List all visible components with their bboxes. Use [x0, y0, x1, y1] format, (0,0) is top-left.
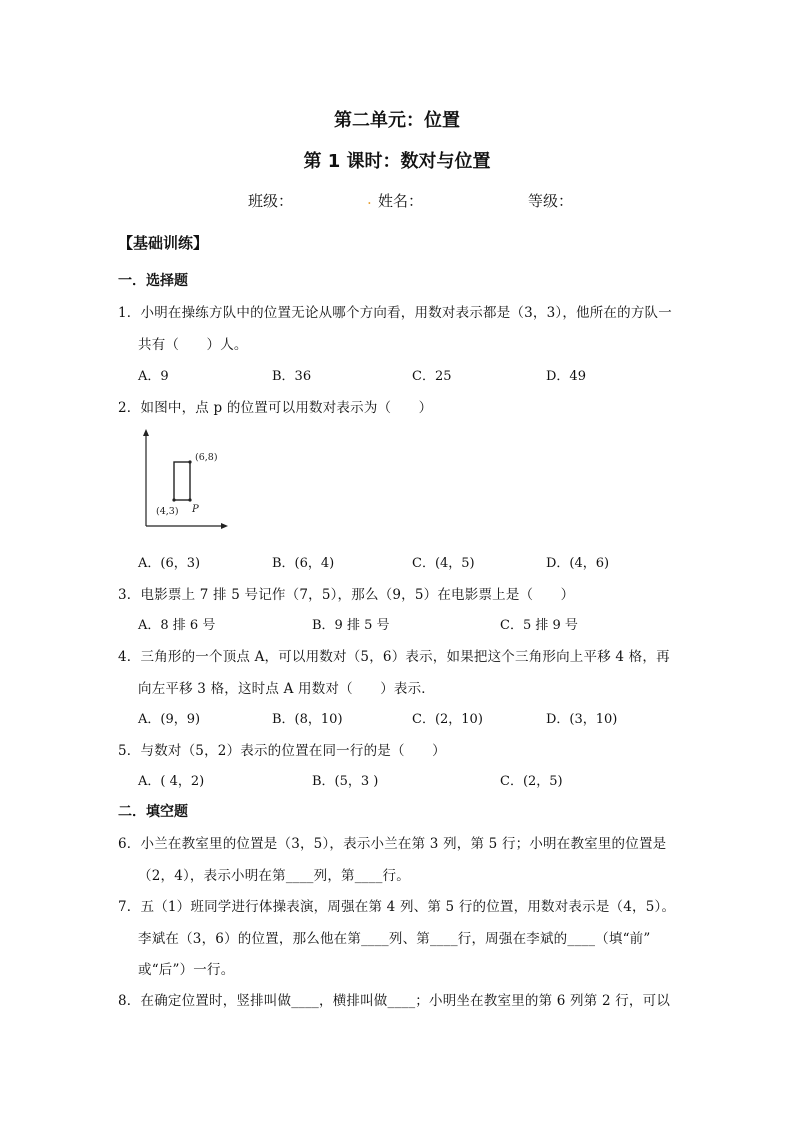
option-d: D．49 [546, 369, 586, 384]
question-text: 8．在确定位置时，竖排叫做____，横排叫做____；小明坐在教室里的第 6 列第 2 行，可以 [118, 993, 671, 1009]
grade-label: 等级： [528, 192, 574, 210]
question-text: 共有（ ）人。 [138, 337, 248, 353]
page-subtitle: 第 1 课时：数对与位置 [303, 151, 491, 172]
option-d: D．(3，10) [546, 712, 618, 727]
option-a: A．(6，3) [138, 556, 201, 571]
option-c: C．(2，5) [500, 774, 563, 789]
coordinate-figure [136, 428, 232, 532]
label-top: (6,8) [195, 452, 218, 463]
question-text: 1．小明在操练方队中的位置无论从哪个方向看，用数对表示都是（3，3），他所在的方队一 [118, 305, 672, 321]
option-d: D．(4，6) [546, 556, 610, 571]
question-text: 李斌在（3，6）的位置，那么他在第____列、第____行，周强在李斌的____（填“前” [138, 931, 651, 947]
class-label: 班级： [248, 192, 294, 210]
question-text: 或“后”）一行。 [138, 962, 235, 978]
question-text: 4．三角形的一个顶点 A，可以用数对（5，6）表示，如果把这个三角形向上平移 4 格，再 [118, 649, 670, 665]
option-a: A．8 排 6 号 [138, 618, 216, 633]
rectangle [174, 462, 190, 500]
point-p [188, 498, 191, 501]
option-c: C．25 [412, 369, 452, 384]
label-point-p: P [192, 504, 199, 515]
option-b: B．36 [272, 369, 312, 384]
option-a: A．(9，9) [138, 712, 201, 727]
option-c: C．5 排 9 号 [500, 618, 578, 633]
option-a: A．9 [138, 369, 169, 384]
question-text: 6．小兰在教室里的位置是（3，5），表示小兰在第 3 列，第 5 行；小明在教室里的位置是 [118, 836, 667, 852]
page-title: 第二单元：位置 [334, 110, 460, 131]
option-b: B．(5，3 ) [312, 774, 379, 789]
option-c: C．(4，5) [412, 556, 475, 571]
vertex-bottom-left [172, 498, 175, 501]
option-b: B．(6，4) [272, 556, 335, 571]
question-text: 向左平移 3 格，这时点 A 用数对（ ）表示． [138, 681, 436, 697]
vertex-top-right [188, 460, 191, 463]
option-c: C．(2，10) [412, 712, 483, 727]
question-text: 2．如图中，点 p 的位置可以用数对表示为（ ） [118, 400, 433, 416]
section-basic-training: 【基础训练】 [118, 234, 209, 252]
part-fill-heading: 二．填空题 [118, 804, 188, 820]
part-choice-heading: 一．选择题 [118, 273, 188, 289]
name-label: 姓名： [378, 192, 424, 210]
option-a: A．( 4，2) [138, 774, 205, 789]
label-bottom: (4,3) [156, 506, 179, 517]
option-b: B．9 排 5 号 [312, 618, 390, 633]
x-axis-arrow [221, 523, 228, 529]
y-axis-arrow [143, 429, 149, 436]
separator-dot: . [367, 190, 372, 208]
question-text: 5．与数对（5，2）表示的位置在同一行的是（ ） [118, 743, 446, 759]
question-text: 3．电影票上 7 排 5 号记作（7，5），那么（9，5）在电影票上是（ ） [118, 587, 575, 603]
question-text: 7．五（1）班同学进行体操表演，周强在第 4 列、第 5 行的位置，用数对表示是（4，5）。 [118, 899, 676, 915]
option-b: B．(8，10) [272, 712, 343, 727]
question-text: （2，4），表示小明在第____列，第____行。 [138, 868, 410, 884]
